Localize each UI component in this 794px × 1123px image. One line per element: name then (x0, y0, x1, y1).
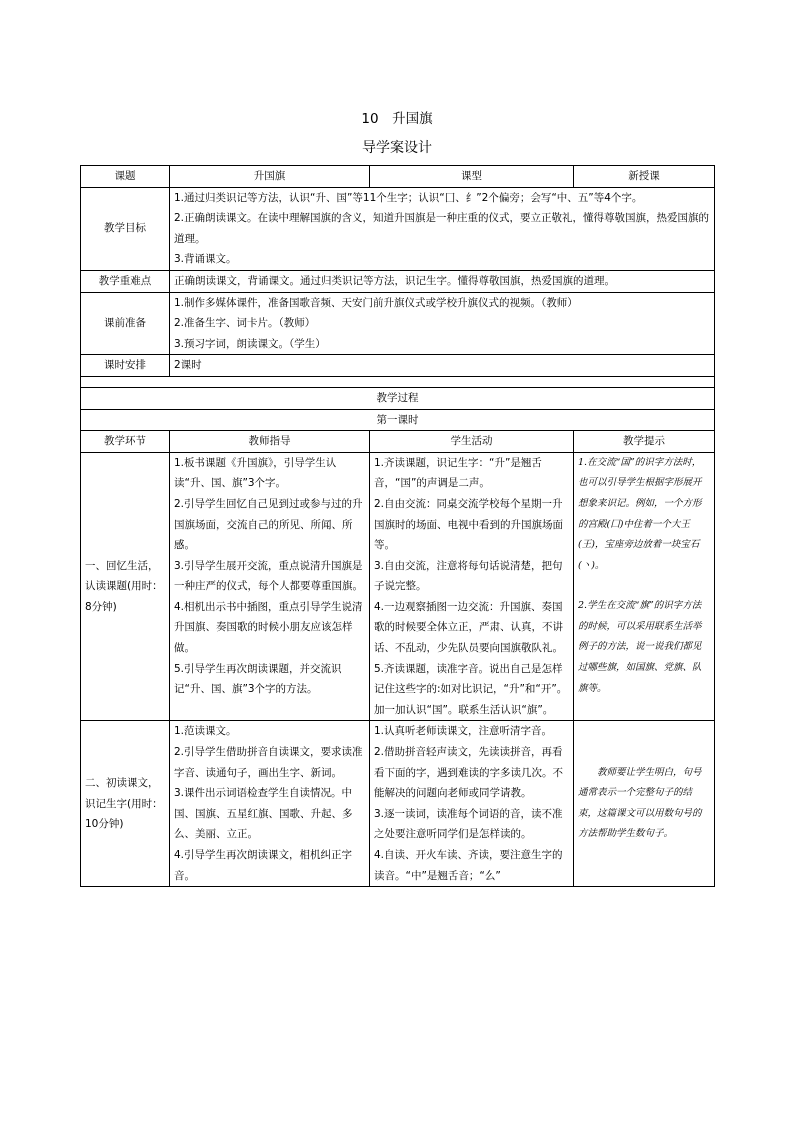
hours-value: 2课时 (170, 355, 715, 377)
table-row-key-points (81, 270, 715, 292)
table-row-goals (81, 187, 715, 270)
label-hours: 课时安排 (81, 355, 170, 377)
lesson-title: 10 升国旗 (361, 111, 433, 127)
student-step: 1.认真听老师读课文，注意听清字音。 (374, 725, 553, 738)
table-row-preparation (81, 292, 715, 355)
hint-item: 教师要让学生明白，句号通常表示一个完整句子的结束，这篇课文可以用数句号的方法帮助学生数句子。 (578, 766, 702, 840)
column-header-hint: 教学提示 (574, 431, 715, 453)
table-row-topic (81, 166, 715, 188)
label-topic: 课题 (81, 166, 170, 188)
teacher-step: 1.板书课题《升国旗》，引导学生认读“升、国、旗”3个字。 (174, 456, 337, 490)
student-step: 5.齐读课题，读准字音。说出自己是怎样记住这些字的:如对比识记，“升”和“开”。加一加认识“国”。联系生活认识“旗”。 (374, 662, 568, 716)
prep-item: 3.预习字词，朗读课文。（学生） (174, 337, 326, 350)
student-step: 2.借助拼音轻声读文，先读读拼音，再看看下面的字，遇到难读的字多读几次。不能解决的问题向老师或同学请教。 (374, 746, 563, 800)
topic-value: 升国旗 (170, 166, 370, 188)
key-points-value: 正确朗读课文，背诵课文。通过归类识记等方法，识记生字。懂得尊敬国旗，热爱国旗的道理。 (170, 270, 715, 292)
hint-item: 2.学生在交流“旗”的识字方法的时候，可以采用联系生活举例子的方法，说一说我们都见过哪些旗，如国旗、党旗、队旗等。 (578, 600, 702, 694)
student-step: 1.齐读课题，识记生字：“升”是翘舌音，“国”的声调是二声。 (374, 456, 542, 490)
table-row-blank (81, 376, 715, 387)
prep-item: 1.制作多媒体课件，准备国歌音频、天安门前升旗仪式或学校升旗仪式的视频。（教师） (174, 296, 578, 309)
stage-cell: 二、初读课文，识记生字(用时：10分钟) (81, 721, 170, 887)
student-step: 2.自由交流：同桌交流学校每个星期一升国旗时的场面、电视中看到的升国旗场面等。 (374, 497, 563, 552)
student-cell (370, 721, 574, 887)
teacher-step: 2.引导学生借助拼音自读课文，要求读准字音、读通句子，画出生字、新词。 (174, 746, 363, 779)
teacher-cell (170, 452, 370, 721)
teacher-step: 3.课件出示词语检查学生自读情况。中国、国旗、五星红旗、国歌、升起、多么、美丽、立正。 (174, 787, 353, 841)
teacher-step: 2.引导学生回忆自己见到过或参与过的升国旗场面，交流自己的所见、所闻、所感。 (174, 497, 363, 552)
student-step: 4.自读、开火车读、齐读，要注意生字的读音。“中”是翘舌音；“么” (374, 849, 563, 882)
student-cell (370, 452, 574, 721)
preparation-cell (170, 292, 715, 355)
student-step: 3.逐一读词，读准每个词语的音，读不准之处要注意听同学们是怎样读的。 (374, 807, 563, 841)
student-step: 4.一边观察插图一边交流：升国旗、奏国歌的时候要全体立正，严肃、认真，不讲话、不乱动，少先队员要向国旗敬队礼。 (374, 600, 563, 655)
table-row-section-2 (81, 721, 715, 887)
type-value: 新授课 (574, 166, 715, 188)
teacher-cell (170, 721, 370, 887)
label-preparation: 课前准备 (81, 292, 170, 355)
hint-item: 1.在交流“国”的识字方法时，也可以引导学生根据字形展开想象来识记。例如，一个方形的宫殿(囗)中住着一个大王(王)，宝座旁边放着一块宝石(丶)。 (578, 456, 702, 571)
label-goals: 教学目标 (81, 187, 170, 270)
table-row-process-heading (81, 387, 715, 409)
teacher-step: 3.引导学生展开交流，重点说清升国旗是一种庄严的仪式，每个人都要尊重国旗。 (174, 559, 363, 593)
column-header-teacher: 教师指导 (170, 431, 370, 453)
table-row-period (81, 409, 715, 431)
period-heading: 第一课时 (81, 409, 715, 431)
teacher-step: 4.相机出示书中插图，重点引导学生说清升国旗、奏国歌的时候小朋友应该怎样做。 (174, 600, 363, 655)
goal-item: 2.正确朗读课文。在读中理解国旗的含义，知道升国旗是一种庄重的仪式，要立正敬礼，懂得尊敬国旗，热爱国旗的道理。 (174, 212, 710, 245)
student-step: 3.自由交流，注意将每句话说清楚，把句子说完整。 (374, 559, 563, 593)
goal-item: 3.背诵课文。 (174, 253, 237, 266)
hint-cell (574, 721, 715, 887)
hint-cell (574, 452, 715, 721)
label-key-points: 教学重难点 (81, 270, 170, 292)
goals-cell (170, 187, 715, 270)
goal-item: 1.通过归类识记等方法，认识“升、国”等11个生字；认识“囗、纟”2个偏旁；会写“中、五”等4个字。 (174, 191, 643, 204)
blank-cell (81, 376, 715, 387)
column-header-stage: 教学环节 (81, 431, 170, 453)
teacher-step: 1.范读课文。 (174, 725, 237, 738)
table-row-section-1 (81, 452, 715, 721)
teacher-step: 4.引导学生再次朗读课文，相机纠正字音。 (174, 849, 353, 882)
stage-cell: 一、回忆生活，认读课题(用时：8分钟) (81, 452, 170, 721)
table-row-hours (81, 355, 715, 377)
label-type: 课型 (370, 166, 574, 188)
table-row-column-headers (81, 431, 715, 453)
lesson-plan-table (80, 165, 715, 887)
teacher-step: 5.引导学生再次朗读课题，并交流识记“升、国、旗”3个字的方法。 (174, 662, 342, 696)
prep-item: 2.准备生字、词卡片。（教师） (174, 317, 316, 330)
document-subtitle: 导学案设计 (362, 140, 432, 156)
column-header-student: 学生活动 (370, 431, 574, 453)
process-heading: 教学过程 (81, 387, 715, 409)
